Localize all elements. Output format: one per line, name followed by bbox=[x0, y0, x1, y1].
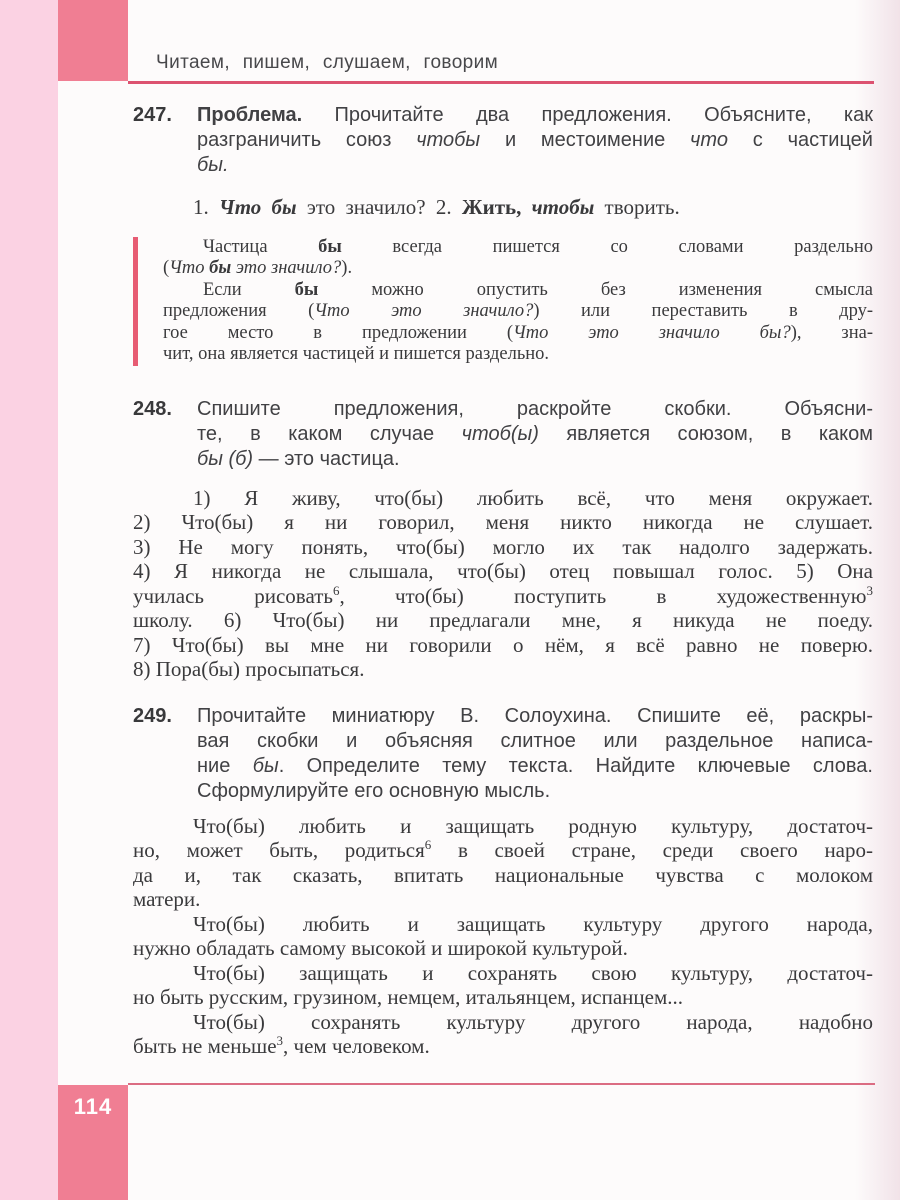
left-margin-strip bbox=[0, 0, 58, 1200]
exercise-249-head bbox=[133, 704, 873, 804]
header-underline bbox=[128, 81, 874, 84]
exercise-number: 249. bbox=[133, 704, 172, 727]
footer-rule bbox=[128, 1083, 875, 1085]
exercise-number: 248. bbox=[133, 397, 172, 420]
exercise-249 bbox=[133, 704, 873, 1059]
exercise-instruction: Прочитайте миниатюру В. Солоухина. Спишите её, раскры- вая скобки и объясняя слитное или раздельное написа- ние бы. Определите тему текста. Найдите ключевые слова. Сформулируйте его основную мысль. bbox=[197, 704, 873, 802]
grammar-rule-box: Частица бы всегда пишется со словами раздельно (Что бы это значило?). Если бы можно опустить без изменения смысла предложения (Что это значило?) или переставить в дру- гое место в предложении (Что это значило бы?), зна- чит, она является частицей и пишется раздельно. bbox=[133, 237, 873, 366]
exercise-247-head bbox=[133, 103, 873, 178]
exercise-instruction: Проблема. Прочитайте два предложения. Объясните, как разграничить союз чтобы и местоимение что с частицей бы. bbox=[197, 104, 873, 176]
exercise-248-head bbox=[133, 397, 873, 472]
exercise-248 bbox=[133, 397, 873, 682]
text-passage: Что(бы) любить и защищать родную культуру, достаточ- но, может быть, родиться$^6$ в своей стране, среди своего наро- да и, так сказать, впитать национальные чувства с молоком матери. Что(бы) любить и защищать культуру другого народа, нужно обладать самому высокой и широкой культурой. Что(бы) защищать и сохранять свою культуру, достаточ- но быть русским, грузином, немцем, итальянцем, испанцем... Что(бы) сохранять культуру другого народа, надобно быть не меньше$^3$, чем человеком. bbox=[133, 813, 874, 1058]
page-content bbox=[133, 103, 873, 1059]
example-sentences: 1. Что бы это значило? 2. Жить, чтобы творить. bbox=[193, 195, 680, 219]
exercise-number: 247. bbox=[133, 104, 172, 126]
top-corner-block bbox=[58, 0, 128, 81]
exercise-instruction: Спишите предложения, раскройте скобки. Объясни- те, в каком случае чтоб(ы) является союзом, в каком бы (б) — это частица. bbox=[197, 397, 873, 470]
exercise-247 bbox=[133, 103, 873, 366]
numbered-sentences: 1) Я живу, что(бы) любить всё, что меня окружает. 2) Что(бы) я ни говорил, меня никто никогда не слушает. 3) Не могу понять, что(бы) могло их так надолго задержать. 4) Я никогда не слышала, что(бы) отец повышал голос. 5) Она училась рисовать$^6$, что(бы) поступить в художественную$^3$ школу. 6) Что(бы) ни предлагали мне, я никуда не поеду. 7) Что(бы) вы мне ни говорили о нём, я всё равно не поверю. 8) Пора(бы) просыпаться. bbox=[133, 485, 873, 681]
section-header: Читаем, пишем, слушаем, говорим bbox=[156, 52, 499, 73]
bottom-corner-block bbox=[58, 1085, 128, 1200]
page-number: 114 bbox=[73, 1094, 113, 1119]
